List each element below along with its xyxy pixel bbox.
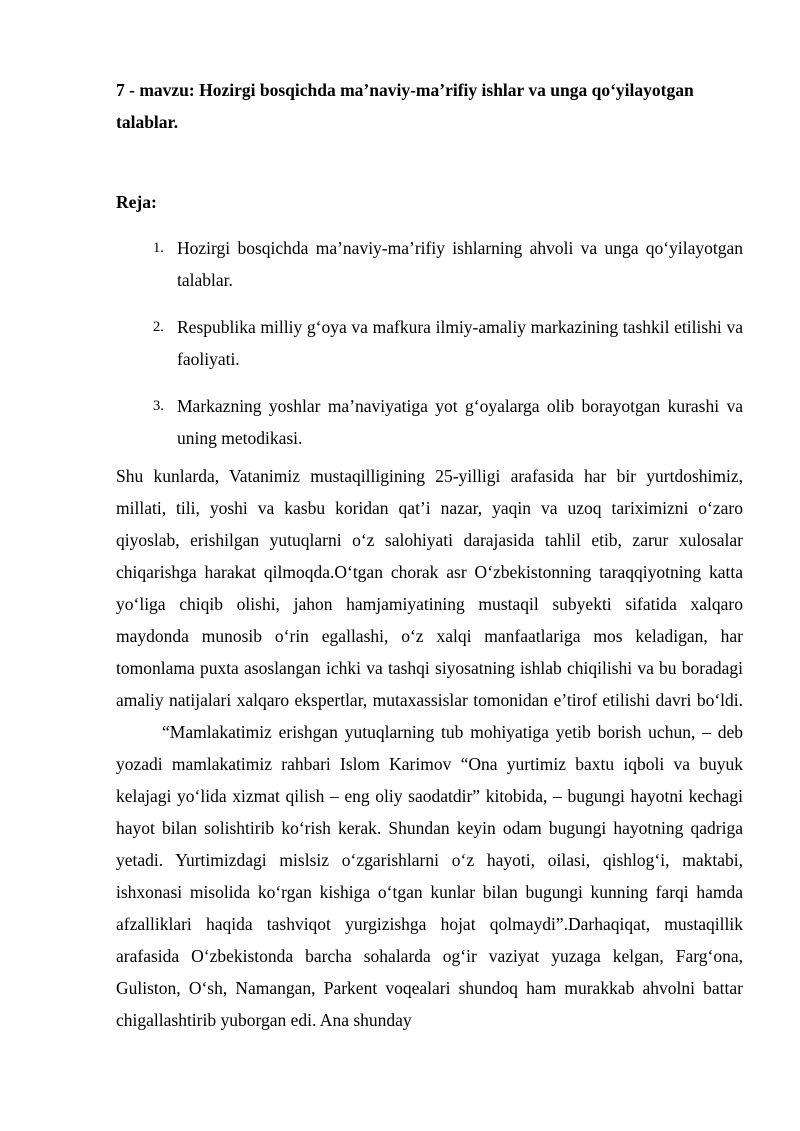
plan-item-number: 1. — [153, 240, 164, 256]
plan-item — [116, 232, 743, 296]
plan-item — [116, 311, 743, 375]
plan-item — [116, 390, 743, 454]
plan-item-text: Markazning yoshlar ma’naviyatiga yot g‘oyalarga olib borayotgan kurashi va uning metodikasi. — [177, 396, 743, 448]
plan-item-text: Respublika milliy g‘oya va mafkura ilmiy-amaliy markazining tashkil etilishi va faoliyati. — [177, 317, 743, 369]
plan-heading: Reja: — [116, 192, 157, 212]
plan-list — [116, 232, 743, 454]
plan-item-number: 2. — [153, 319, 164, 335]
body-paragraph — [116, 460, 743, 1036]
body-text-part-1: Shu kunlarda, Vatanimiz mustaqilligining 25-yilligi arafasida har bir yurtdoshimiz, millati, tili, yoshi va kasbu koridan qat’i nazar, yaqin va uzoq tariximizni o‘zaro qiyoslab, erishilgan yutuqlarni o‘z salohiyati darajasida tahlil etib, zarur xulosalar chiqarishga harakat qilmoqda.O‘tgan chorak asr O‘zbekistonning taraqqiyotning katta yo‘liga chiqib olishi, jahon hamjamiyatining mustaqil subyekti sifatida xalqaro maydonda munosib o‘rin egallashi, o‘z xalqi manfaatlariga mos keladigan, har tomonlama puxta asoslangan ichki va tashqi siyosatning ishlab chiqilishi va bu boradagi amaliy natijalari xalqaro ekspertlar, mutaxassislar tomonidan e’tirof etilishi davri bo‘ldi. — [116, 466, 743, 710]
plan-item-text: Hozirgi bosqichda ma’naviy-ma’rifiy ishlarning ahvoli va unga qo‘yilayotgan talablar. — [177, 238, 743, 290]
plan-item-number: 3. — [153, 398, 164, 414]
body-text-part-2: “Mamlakatimiz erishgan yutuqlarning tub mohiyatiga yetib borish uchun, – deb yozadi mamlakatimiz rahbari Islom Karimov “Ona yurtimiz baxtu iqboli va buyuk kelajagi yo‘lida xizmat qilish – eng oliy saodatdir” kitobida, – bugungi hayotni kechagi hayot bilan solishtirib ko‘rish kerak. Shundan keyin odam bugungi hayotning qadriga yetadi. Yurtimizdagi mislsiz o‘zgarishlarni o‘z hayoti, oilasi, qishlog‘i, maktabi, ishxonasi misolida ko‘rgan kishiga o‘tgan kunlar bilan bugungi kunning farqi hamda afzalliklari haqida tashviqot yurgizishga hojat qolmaydi”.Darhaqiqat, mustaqillik arafasida O‘zbekistonda barcha sohalarda og‘ir vaziyat yuzaga kelgan, Farg‘ona, Guliston, O‘sh, Namangan, Parkent voqealari shundoq ham murakkab ahvolni battar chigallashtirib yuborgan edi. Ana shunday — [116, 722, 743, 1030]
document-title: 7 - mavzu: Hozirgi bosqichda ma’naviy-ma’rifiy ishlar va unga qo‘yilayotgan talablar. — [116, 80, 694, 132]
